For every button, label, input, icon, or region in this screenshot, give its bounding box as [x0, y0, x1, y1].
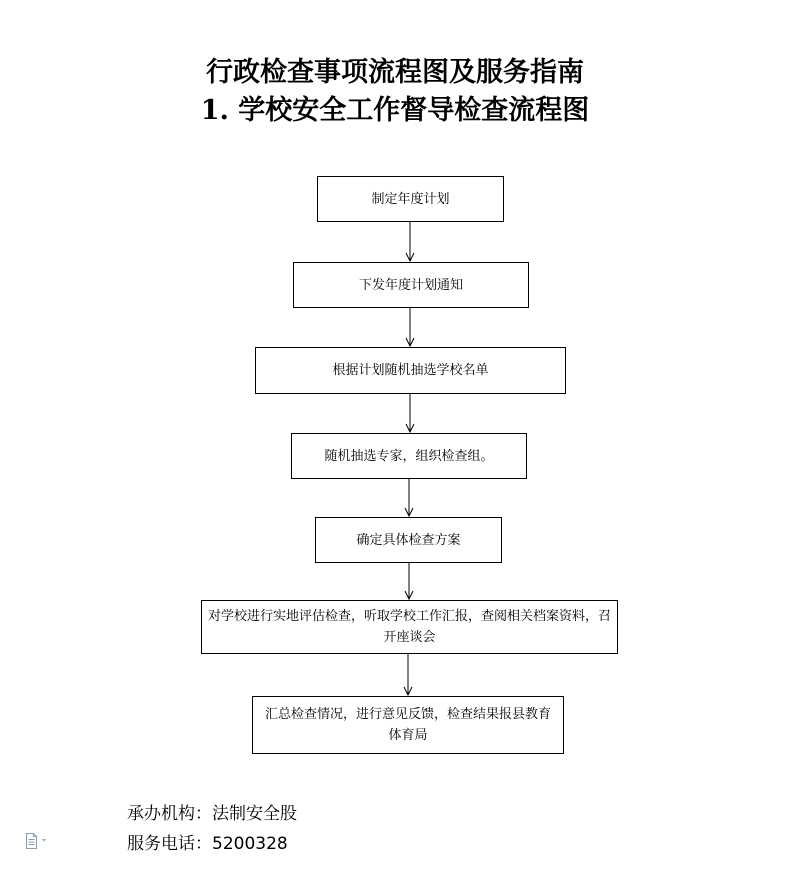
flow-step-2: 下发年度计划通知 — [293, 262, 529, 308]
flow-step-1: 制定年度计划 — [317, 176, 504, 222]
flow-step-4: 随机抽选专家，组织检查组。 — [291, 433, 527, 479]
footer-phone: 服务电话：5200328 — [127, 834, 288, 854]
flow-step-6: 对学校进行实地评估检查，听取学校工作汇报，查阅相关档案资料，召开座谈会 — [201, 600, 618, 654]
chevron-down-icon — [42, 839, 46, 842]
document-icon[interactable] — [25, 833, 51, 849]
footer-organization: 承办机构：法制安全股 — [127, 804, 297, 824]
flow-step-3: 根据计划随机抽选学校名单 — [255, 347, 566, 394]
flow-step-5: 确定具体检查方案 — [315, 517, 502, 563]
page-subtitle: 1. 学校安全工作督导检查流程图 — [200, 95, 590, 126]
flow-step-7: 汇总检查情况，进行意见反馈，检查结果报县教育体育局 — [252, 696, 564, 754]
page-title: 行政检查事项流程图及服务指南 — [206, 57, 584, 88]
